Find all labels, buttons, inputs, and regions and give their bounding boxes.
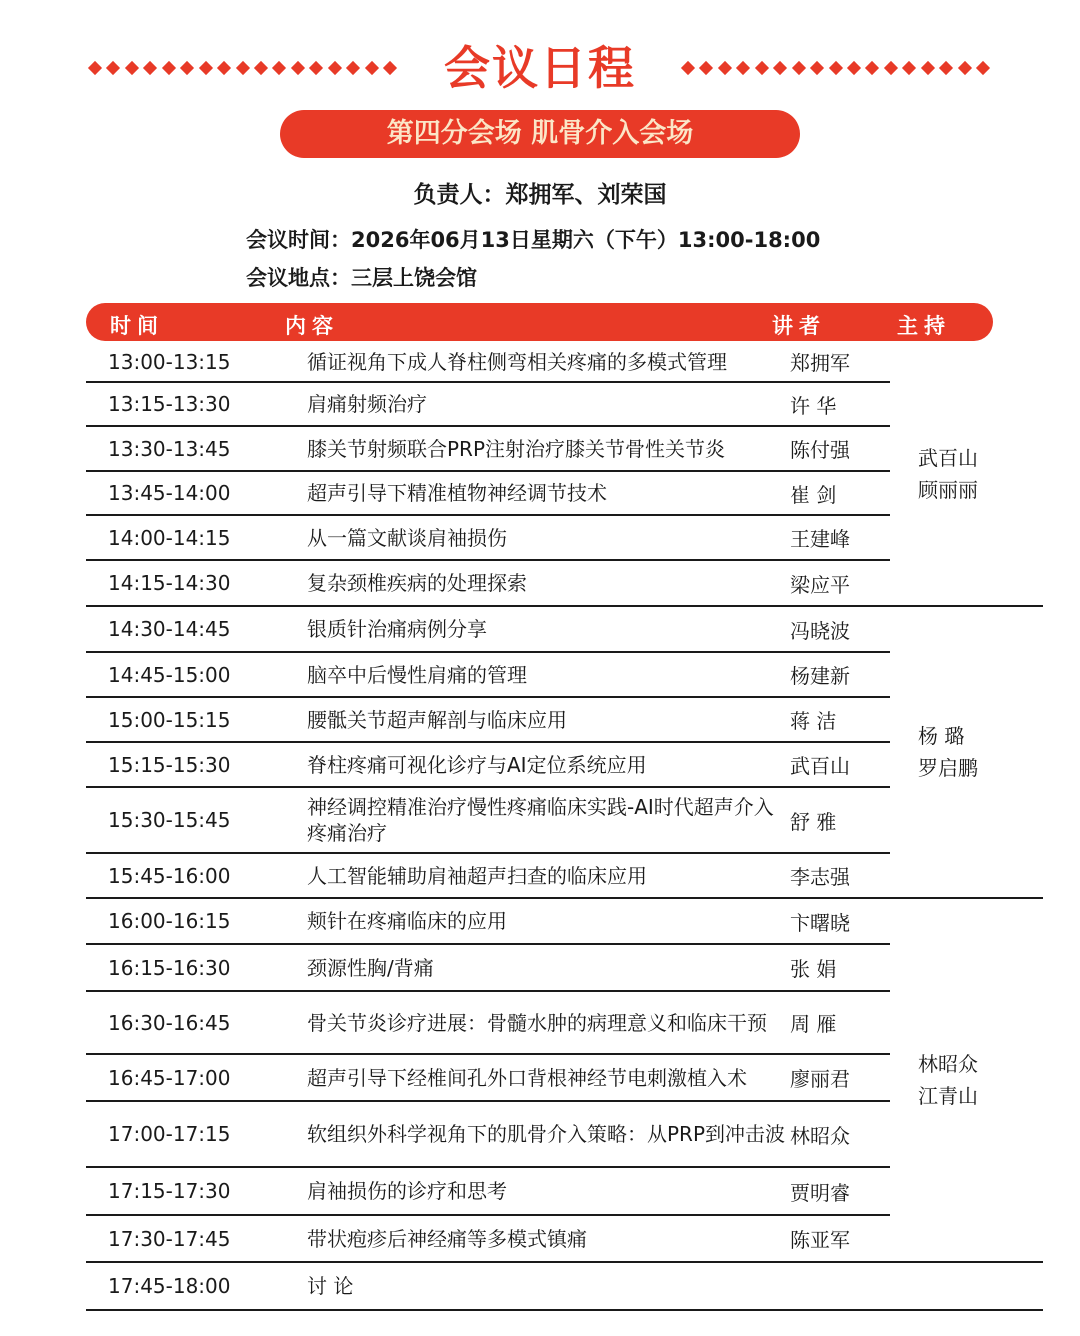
session-topic: 银质针治痛病例分享: [307, 606, 790, 652]
session-speaker: 卞曙晓: [790, 898, 890, 944]
session-banner: 第四分会场 肌骨介入会场: [280, 110, 800, 158]
host-name: 林昭众: [918, 1052, 978, 1076]
host-name: 罗启鹏: [918, 756, 978, 780]
session-speaker: 陈付强: [790, 426, 890, 471]
session-topic: 膝关节射频联合PRP注射治疗膝关节骨性关节炎: [307, 426, 790, 471]
session-topic: 骨关节炎诊疗进展：骨髓水肿的病理意义和临床干预: [307, 991, 790, 1054]
header-time: 时间: [110, 314, 164, 338]
session-speaker: 李志强: [790, 853, 890, 898]
session-speaker: [790, 1262, 890, 1310]
session-topic: 脊柱疼痛可视化诊疗与AI定位系统应用: [307, 742, 790, 787]
page-title: 会议日程: [444, 41, 636, 95]
session-time: 15:45-16:00: [86, 853, 307, 898]
session-speaker: 崔 剑: [790, 471, 890, 515]
session-speaker: 梁应平: [790, 560, 890, 606]
session-topic: 带状疱疹后神经痛等多模式镇痛: [307, 1215, 790, 1262]
session-time: 14:45-15:00: [86, 652, 307, 697]
session-time: 16:00-16:15: [86, 898, 307, 944]
session-speaker: 廖丽君: [790, 1054, 890, 1101]
session-time: 13:45-14:00: [86, 471, 307, 515]
table-row: [86, 342, 1043, 382]
table-row: [86, 898, 1043, 944]
session-time: 17:30-17:45: [86, 1215, 307, 1262]
session-speaker: 蒋 洁: [790, 697, 890, 742]
session-speaker: 舒 雅: [790, 787, 890, 853]
table-row: [86, 1262, 1043, 1310]
session-speaker: 贾明睿: [790, 1167, 890, 1215]
host-cell: [890, 898, 1043, 1262]
session-topic: 人工智能辅助肩袖超声扫查的临床应用: [307, 853, 790, 898]
session-topic: 软组织外科学视角下的肌骨介入策略：从PRP到冲击波: [307, 1101, 790, 1167]
host-name: 顾丽丽: [918, 477, 978, 502]
session-time: 14:00-14:15: [86, 515, 307, 560]
host-cell: [890, 606, 1043, 898]
session-speaker: 许 华: [790, 382, 890, 426]
leader-line: 负责人：郑拥军、刘荣国: [413, 182, 667, 208]
session-topic: 复杂颈椎疾病的处理探索: [307, 560, 790, 606]
session-speaker: 张 娟: [790, 944, 890, 991]
header-topic: 内容: [285, 314, 339, 338]
session-speaker: 杨建新: [790, 652, 890, 697]
session-speaker: 冯晓波: [790, 606, 890, 652]
session-time: 13:00-13:15: [86, 342, 307, 382]
session-topic: 超声引导下精准植物神经调节技术: [307, 471, 790, 515]
session-topic: 腰骶关节超声解剖与临床应用: [307, 697, 790, 742]
header-host: 主持: [897, 314, 951, 338]
session-time: 14:30-14:45: [86, 606, 307, 652]
meeting-place: 会议地点：三层上饶会馆: [246, 266, 477, 290]
meeting-time: 会议时间：2026年06月13日星期六（下午）13:00-18:00: [246, 228, 821, 252]
session-time: 15:30-15:45: [86, 787, 307, 853]
session-time: 17:45-18:00: [86, 1262, 307, 1310]
session-time: 17:00-17:15: [86, 1101, 307, 1167]
session-speaker: 周 雁: [790, 991, 890, 1054]
session-topic: 超声引导下经椎间孔外口背根神经节电刺激植入术: [307, 1054, 790, 1101]
session-topic: 颊针在疼痛临床的应用: [307, 898, 790, 944]
header-speaker: 讲者: [772, 314, 826, 338]
session-time: 13:30-13:45: [86, 426, 307, 471]
session-speaker: 王建峰: [790, 515, 890, 560]
session-topic: 神经调控精准治疗慢性疼痛临床实践-AI时代超声介入疼痛治疗: [307, 787, 790, 853]
session-topic: 脑卒中后慢性肩痛的管理: [307, 652, 790, 697]
table-header: [86, 303, 993, 341]
session-time: 16:15-16:30: [86, 944, 307, 991]
session-speaker: 林昭众: [790, 1101, 890, 1167]
host-cell-empty: [890, 1262, 1043, 1310]
session-speaker: 武百山: [790, 742, 890, 787]
session-time: 13:15-13:30: [86, 382, 307, 426]
session-topic: 从一篇文献谈肩袖损伤: [307, 515, 790, 560]
host-name: 武百山: [918, 445, 978, 470]
host-name: 杨 璐: [918, 724, 965, 748]
host-name: 江青山: [918, 1084, 978, 1108]
session-topic: 肩袖损伤的诊疗和思考: [307, 1167, 790, 1215]
session-time: 14:15-14:30: [86, 560, 307, 606]
session-speaker: 陈亚军: [790, 1215, 890, 1262]
session-topic: 讨 论: [307, 1262, 790, 1310]
session-time: 15:00-15:15: [86, 697, 307, 742]
session-time: 16:45-17:00: [86, 1054, 307, 1101]
session-time: 16:30-16:45: [86, 991, 307, 1054]
session-topic: 颈源性胸/背痛: [307, 944, 790, 991]
session-time: 15:15-15:30: [86, 742, 307, 787]
session-topic: 肩痛射频治疗: [307, 382, 790, 426]
table-row: [86, 606, 1043, 652]
session-speaker: 郑拥军: [790, 342, 890, 382]
host-cell: [890, 342, 1043, 606]
session-time: 17:15-17:30: [86, 1167, 307, 1215]
session-topic: 循证视角下成人脊柱侧弯相关疼痛的多模式管理: [307, 342, 790, 382]
schedule-table: [86, 342, 1043, 1311]
